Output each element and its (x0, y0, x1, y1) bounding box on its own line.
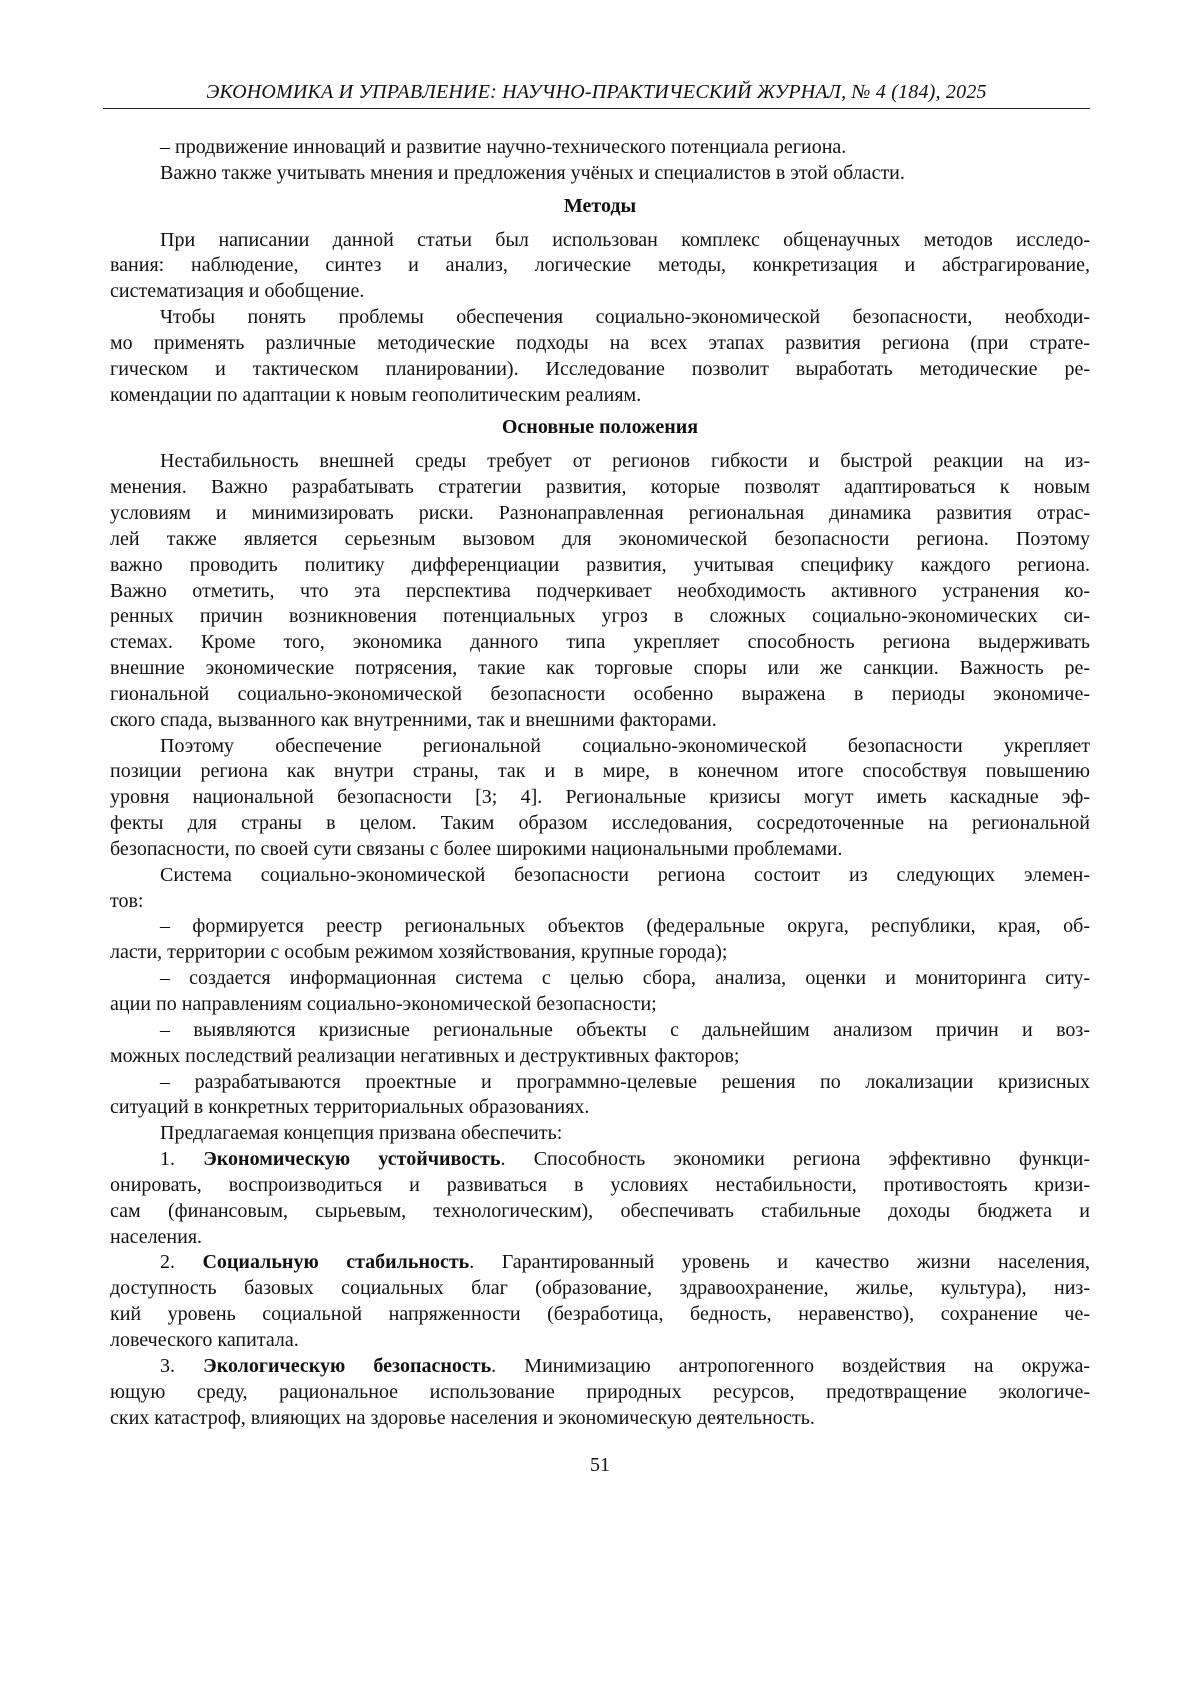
paragraph (110, 228, 1090, 306)
paragraph (110, 863, 1090, 915)
item-text: . Гарантированный уровень и качество жизни населения, (469, 1251, 1091, 1274)
item-text: . Минимизацию антропогенного воздействия на окружа- (491, 1354, 1091, 1377)
text-line: – разрабатываются проектные и программно-целевые решения по локализации кризисных (160, 1070, 1090, 1093)
text-line: позиции региона как внутри страны, так и в мире, в конечном итоге способствуя повышению (110, 760, 1090, 783)
paragraph (110, 1018, 1090, 1070)
text-line: населения. (110, 1225, 203, 1248)
paragraph (110, 1070, 1090, 1122)
text-line: комендации по адаптации к новым геополитическим реалиям. (110, 383, 642, 406)
text-line: – продвижение инноваций и развитие научно-технического потенциала региона. (160, 136, 847, 158)
text-line: При написании данной статьи был использован комплекс общенаучных методов исследо- (160, 228, 1090, 251)
text-line: сам (финансовым, сырьевым, технологическим), обеспечивать стабильные доходы бюджета и (110, 1199, 1090, 1222)
text-line: ренных причин возникновения потенциальных угроз в сложных социально-экономических си- (110, 605, 1090, 628)
text-line: Предлагаемая концепция призвана обеспечить: (160, 1122, 563, 1145)
numbered-item (110, 1250, 1090, 1353)
paragraph (110, 966, 1090, 1018)
text-line: – создается информационная система с целью сбора, анализа, оценки и мониторинга ситу- (160, 967, 1090, 990)
text-line: безопасности, по своей сути связаны с более широкими национальными проблемами. (110, 837, 843, 860)
text-line: Чтобы понять проблемы обеспечения социально-экономической безопасности, необходи- (160, 306, 1090, 329)
paragraph (110, 305, 1090, 408)
text-line: Важно также учитывать мнения и предложения учёных и специалистов в этой области. (160, 161, 905, 184)
text-line: ющую среду, рациональное использование природных ресурсов, предотвращение экологиче- (110, 1380, 1090, 1403)
item-number: 1. (160, 1148, 204, 1171)
text-line: систематизация и обобщение. (110, 280, 365, 303)
numbered-item (110, 1354, 1090, 1432)
text-line: тов: (110, 889, 144, 912)
text-line: стемах. Кроме того, экономика данного типа укрепляет способность региона выдерживать (110, 631, 1090, 654)
text-line: важно проводить политику дифференциации развития, учитывая специфику каждого региона. (110, 553, 1090, 576)
text-line: фекты для страны в целом. Таким образом исследования, сосредоточенные на региональной (110, 812, 1090, 835)
journal-header: ЭКОНОМИКА И УПРАВЛЕНИЕ: НАУЧНО-ПРАКТИЧЕСКИЙ ЖУРНАЛ, № 4 (184), 2025 (103, 78, 1090, 109)
section-heading: Методы (563, 194, 637, 217)
text-line: ских катастроф, влияющих на здоровье населения и экономическую деятельность. (110, 1406, 815, 1429)
section-heading: Основные положения (501, 416, 699, 439)
text-line: ации по направлениям социально-экономической безопасности; (110, 993, 657, 1015)
article-body (110, 135, 1090, 1431)
text-line: онировать, воспроизводиться и развиваться в условиях нестабильности, противостоять кризи- (110, 1173, 1090, 1196)
item-number: 3. (160, 1354, 204, 1377)
text-line: ловеческого капитала. (110, 1328, 299, 1351)
text-line: Система социально-экономической безопасности региона состоит из следующих элемен- (160, 863, 1090, 886)
text-line: уровня национальной безопасности [3; 4]. Региональные кризисы могут иметь каскадные эф- (110, 786, 1090, 809)
item-number: 2. (160, 1251, 203, 1274)
item-term: Экономическую устойчивость (203, 1148, 501, 1171)
page-number: 51 (590, 1454, 610, 1476)
text-line: ласти, территории с особым режимом хозяйствования, крупные города); (110, 941, 728, 964)
text-line: – формируется реестр региональных объектов (федеральные округа, республики, края, об- (160, 915, 1090, 938)
paragraph (110, 161, 1090, 187)
text-line: ского спада, вызванного как внутренними, так и внешними факторами. (110, 708, 717, 731)
text-line: ситуаций в конкретных территориальных образованиях. (110, 1096, 590, 1119)
item-text: . Способность экономики региона эффективно функци- (500, 1148, 1091, 1171)
text-line: вания: наблюдение, синтез и анализ, логические методы, конкретизация и абстрагирование, (110, 254, 1090, 277)
item-term: Социальную стабильность (202, 1251, 470, 1274)
text-line: гическом и тактическом планировании). Исследование позволит выработать методические ре- (110, 357, 1090, 380)
paragraph (110, 914, 1090, 966)
text-line: – выявляются кризисные региональные объекты с дальнейшим анализом причин и воз- (160, 1018, 1090, 1041)
text-line: можных последствий реализации негативных и деструктивных факторов; (110, 1044, 740, 1067)
paragraph (110, 1121, 1090, 1147)
text-line: мо применять различные методические подходы на всех этапах развития региона (при страте- (110, 331, 1090, 354)
text-line: Поэтому обеспечение региональной социально-экономической безопасности укрепляет (160, 734, 1090, 757)
text-line: лей также является серьезным вызовом для экономической безопасности региона. Поэтому (110, 527, 1090, 550)
text-line (110, 1147, 1090, 1173)
item-term: Экологическую безопасность (203, 1354, 492, 1377)
text-line (110, 1354, 1090, 1380)
text-line: кий уровень социальной напряженности (безработица, бедность, неравенство), сохранение че- (110, 1303, 1090, 1326)
text-line: внешние экономические потрясения, такие как торговые споры или же санкции. Важность ре- (110, 657, 1090, 680)
text-line: условиям и минимизировать риски. Разнонаправленная региональная динамика развития отрас- (110, 501, 1090, 524)
paragraph (110, 734, 1090, 863)
text-line: Важно отметить, что эта перспектива подчеркивает необходимость активного устранения ко- (110, 579, 1090, 602)
text-line (110, 1250, 1090, 1276)
paragraph (110, 135, 1090, 161)
text-line: Нестабильность внешней среды требует от регионов гибкости и быстрой реакции на из- (160, 450, 1090, 473)
text-line: менения. Важно разрабатывать стратегии развития, которые позволят адаптироваться к новым (110, 476, 1090, 499)
paragraph (110, 449, 1090, 733)
text-line: доступность базовых социальных благ (образование, здравоохранение, жилье, культура), низ- (110, 1277, 1090, 1300)
numbered-item (110, 1147, 1090, 1250)
text-line: гиональной социально-экономической безопасности особенно выражена в периоды экономиче- (110, 682, 1090, 705)
